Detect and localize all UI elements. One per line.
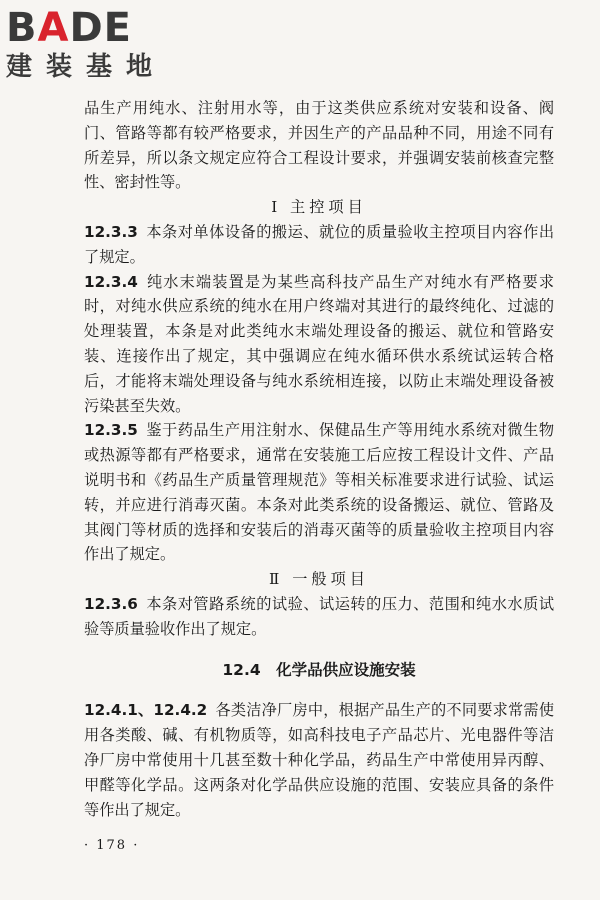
clause-number: 12.3.5 (84, 421, 138, 440)
clause-text: 各类洁净厂房中，根据产品生产的不同要求常需使用各类酸、碱、有机物质等，如高科技电子产品芯片、光电器件等洁净厂房中常使用十几甚至数十种化学品，药品生产中常使用异丙醇、甲醛等化学品。这两条对化学品供应设施的范围、安装应具备的条件等作出了规定。 (84, 701, 554, 819)
clause-paragraph (84, 220, 554, 270)
logo-letter-accent: A (37, 5, 70, 51)
page-number: · 178 · (84, 838, 140, 853)
section-heading: 12.4 化学品供应设施安装 (222, 660, 416, 679)
intro-paragraph: 品生产用纯水、注射用水等，由于这类供应系统对安装和设备、阀门、管路等都有较严格要求，并因生产的产品品种不同，用途不同有所差异，所以条文规定应符合工程设计要求，并强调安装前核查完整性、密封性等。 (84, 99, 554, 192)
page-body (84, 96, 554, 822)
clause-number: 12.3.6 (84, 594, 138, 613)
logo-subtitle: 建装基地 (6, 52, 167, 82)
clause-text: 鉴于药品生产用注射水、保健品生产等用纯水系统对微生物或热源等都有严格要求，通常在安装施工后应按工程设计文件、产品说明书和《药品生产质量管理规范》等相关标准要求进行试验、试运转，并应进行消毒灭菌。本条对此类系统的设备搬运、就位、管路及其阀门等材质的选择和安装后的消毒灭菌等的质量验收主控项目内容作出了规定。 (84, 421, 554, 564)
sub-heading-general-items: Ⅱ 一般项目 (269, 570, 369, 589)
clause-number: 12.4.1、12.4.2 (84, 701, 208, 720)
sub-heading-main-items: Ⅰ 主控项目 (271, 198, 367, 217)
clause-text: 本条对管路系统的试验、试运转的压力、范围和纯水水质试验等质量验收作出了规定。 (84, 594, 554, 638)
clause-paragraph (84, 592, 554, 642)
clause-number: 12.3.3 (84, 222, 138, 241)
logo-letters-suffix: DE (69, 5, 132, 51)
clause-paragraph (84, 270, 554, 419)
clause-text: 纯水末端装置是为某些高科技产品生产对纯水有严格要求时，对纯水供应系统的纯水在用户终端对其进行的最终纯化、过滤的处理装置，本条是对此类纯水末端处理设备的搬运、就位和管路安装、连接作出了规定，其中强调应在纯水循环供水系统试运转合格后，才能将末端处理设备与纯水系统相连接，以防止末端处理设备被污染甚至失效。 (84, 272, 554, 415)
logo-wordmark (6, 6, 176, 50)
clause-paragraph (84, 698, 554, 822)
clause-text: 本条对单体设备的搬运、就位的质量验收主控项目内容作出了规定。 (84, 222, 554, 266)
clause-paragraph (84, 418, 554, 567)
logo-letters-prefix: B (6, 5, 38, 51)
clause-number: 12.3.4 (84, 272, 138, 291)
logo (6, 6, 176, 84)
